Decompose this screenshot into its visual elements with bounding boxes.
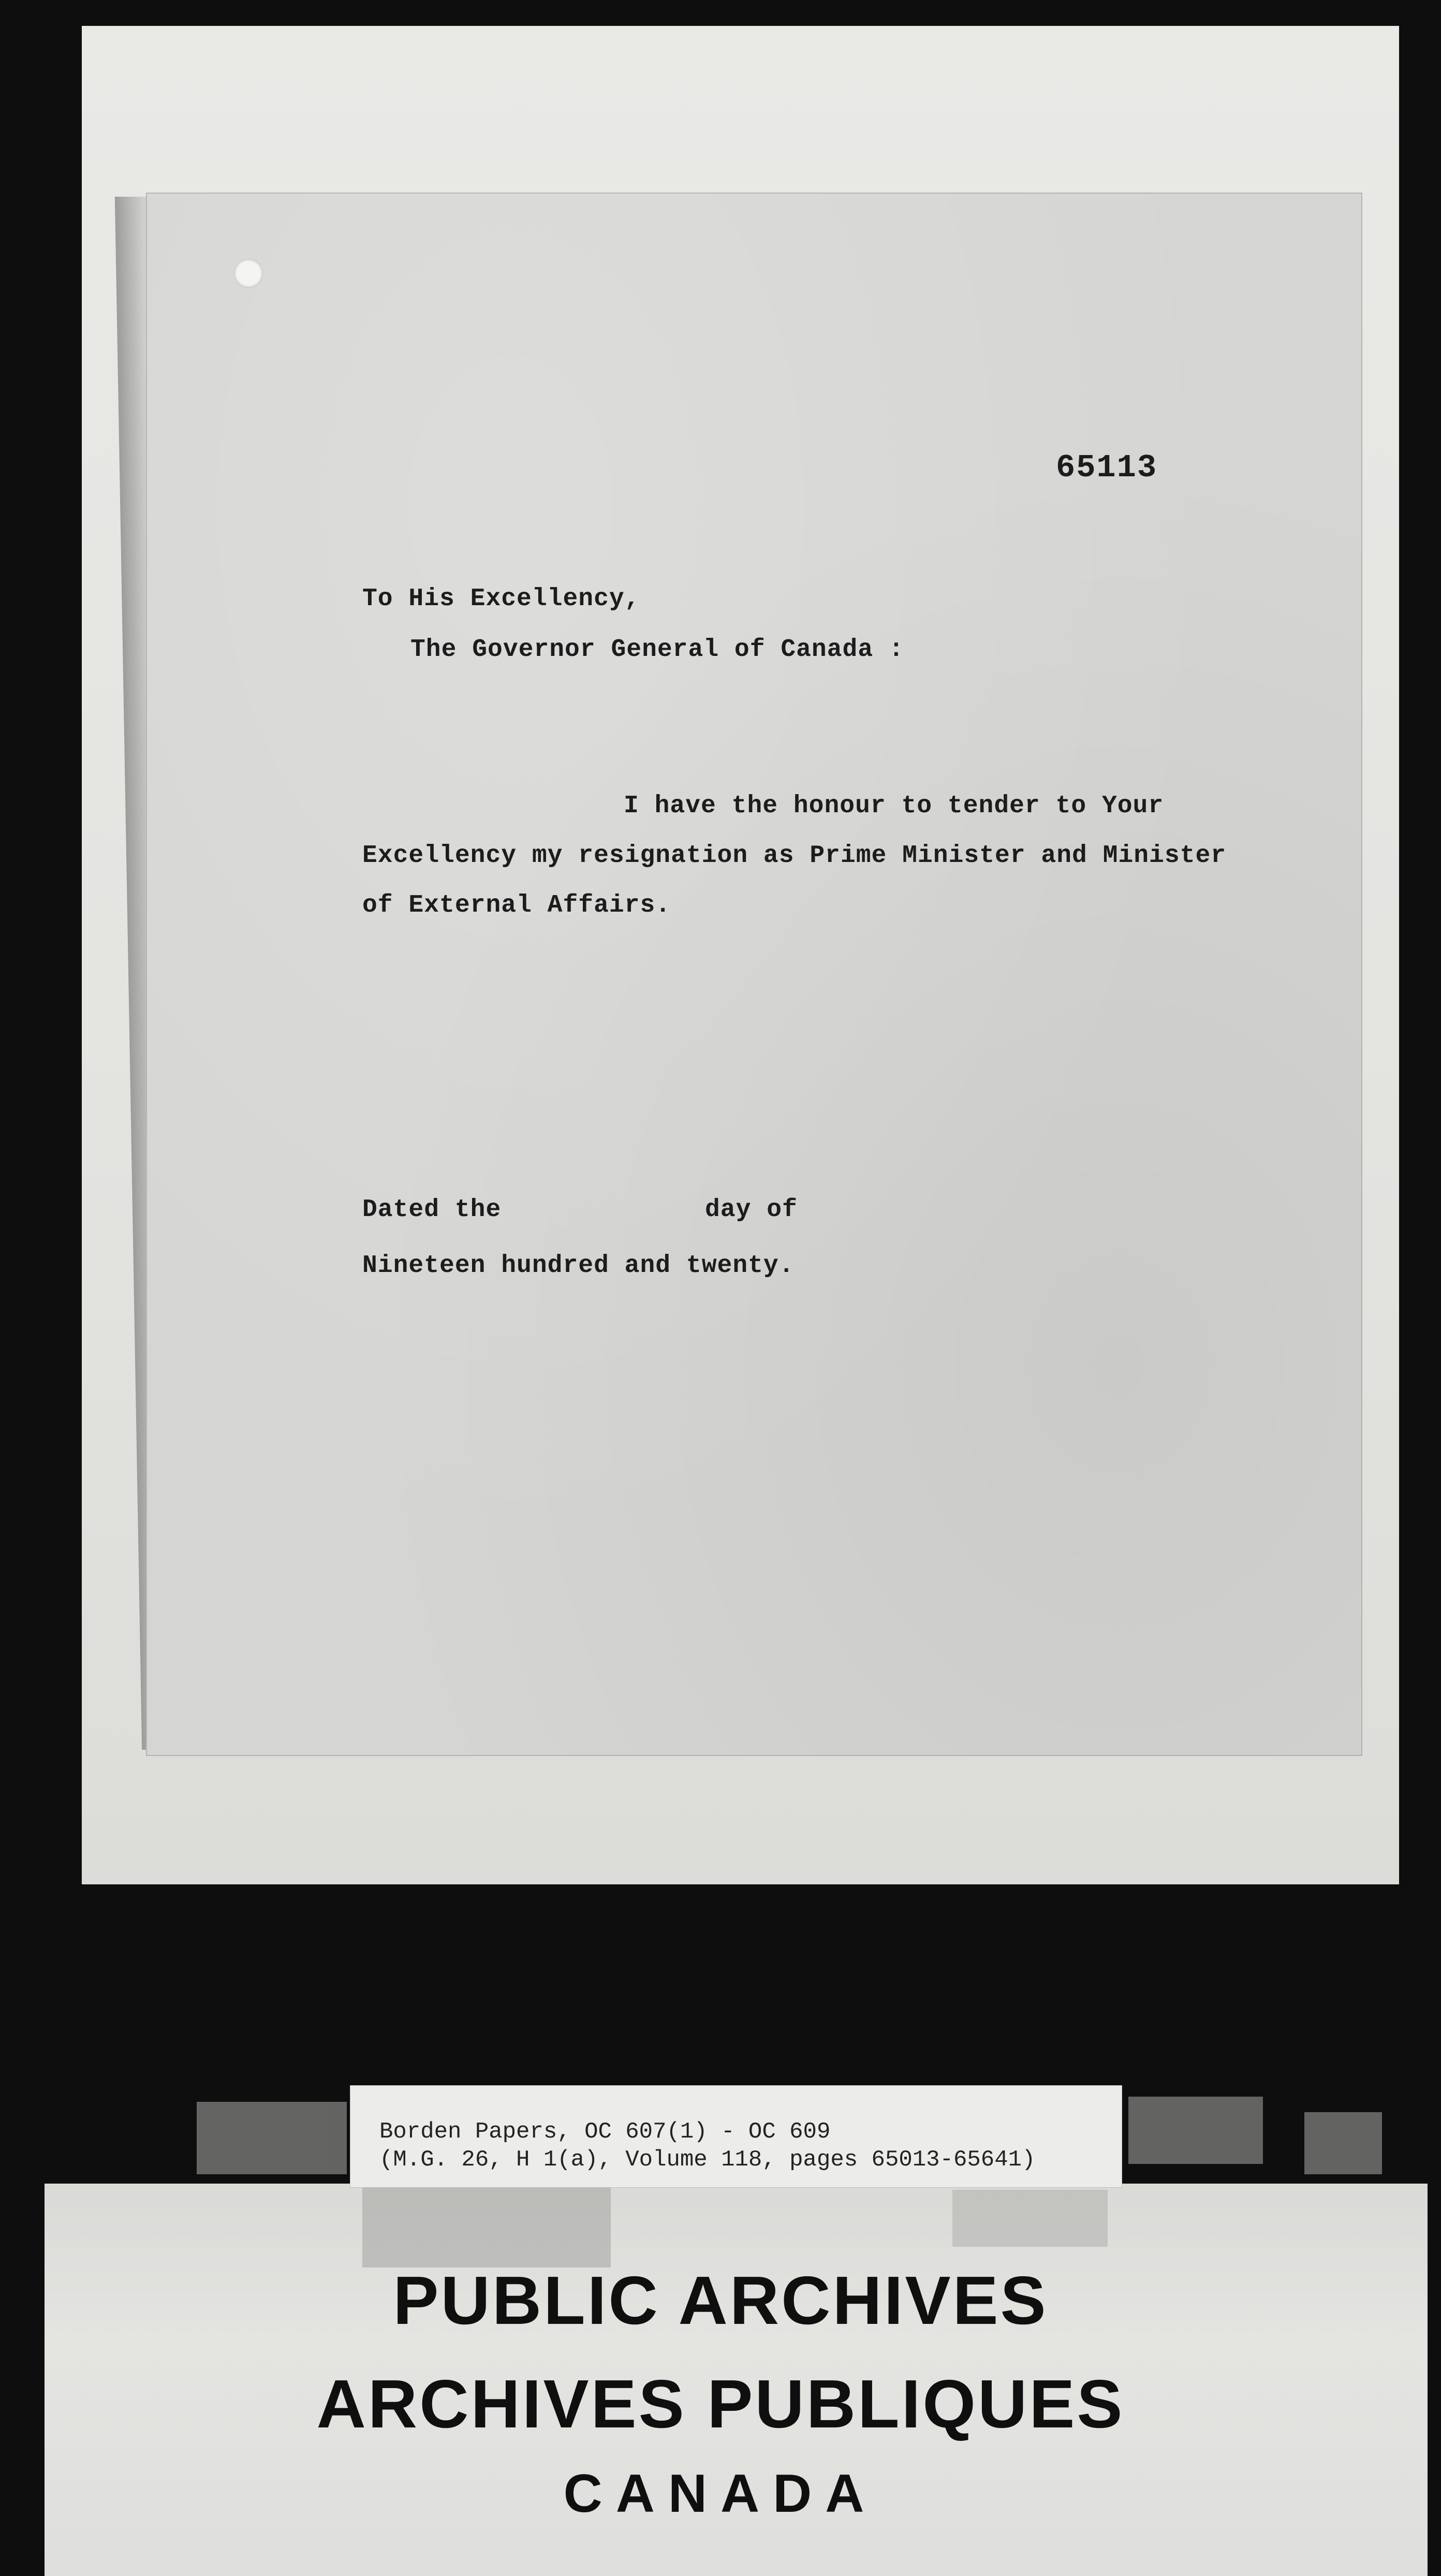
dated-label: Dated the xyxy=(362,1196,502,1224)
citation-line-2: (M.G. 26, H 1(a), Volume 118, pages 65013-65641) xyxy=(379,2147,1036,2173)
citation-line-1: Borden Papers, OC 607(1) - OC 609 xyxy=(379,2119,831,2145)
tape-strip xyxy=(1304,2112,1382,2174)
body-line-1: I have the honour to tender to Your xyxy=(624,792,1164,820)
punch-hole-icon xyxy=(234,259,263,288)
stamp-public-archives: PUBLIC ARCHIVES xyxy=(393,2262,1048,2338)
stamp-canada: CANADA xyxy=(563,2464,878,2524)
citation-label xyxy=(350,2085,1122,2188)
stamp-archives-publiques: ARCHIVES PUBLIQUES xyxy=(316,2366,1125,2442)
body-line-2: Excellency my resignation as Prime Minister and Minister xyxy=(362,842,1227,870)
tape-strip xyxy=(197,2102,347,2174)
salutation: To His Excellency, xyxy=(362,585,640,613)
tape-strip xyxy=(362,2185,611,2267)
tape-strip xyxy=(1128,2097,1263,2164)
addressee: The Governor General of Canada : xyxy=(410,636,904,664)
year-line: Nineteen hundred and twenty. xyxy=(362,1252,795,1280)
page-number: 65113 xyxy=(1056,449,1158,486)
tape-strip xyxy=(952,2190,1108,2247)
day-of-label: day of xyxy=(705,1196,798,1224)
letter-page xyxy=(146,193,1362,1756)
body-line-3: of External Affairs. xyxy=(362,891,671,919)
